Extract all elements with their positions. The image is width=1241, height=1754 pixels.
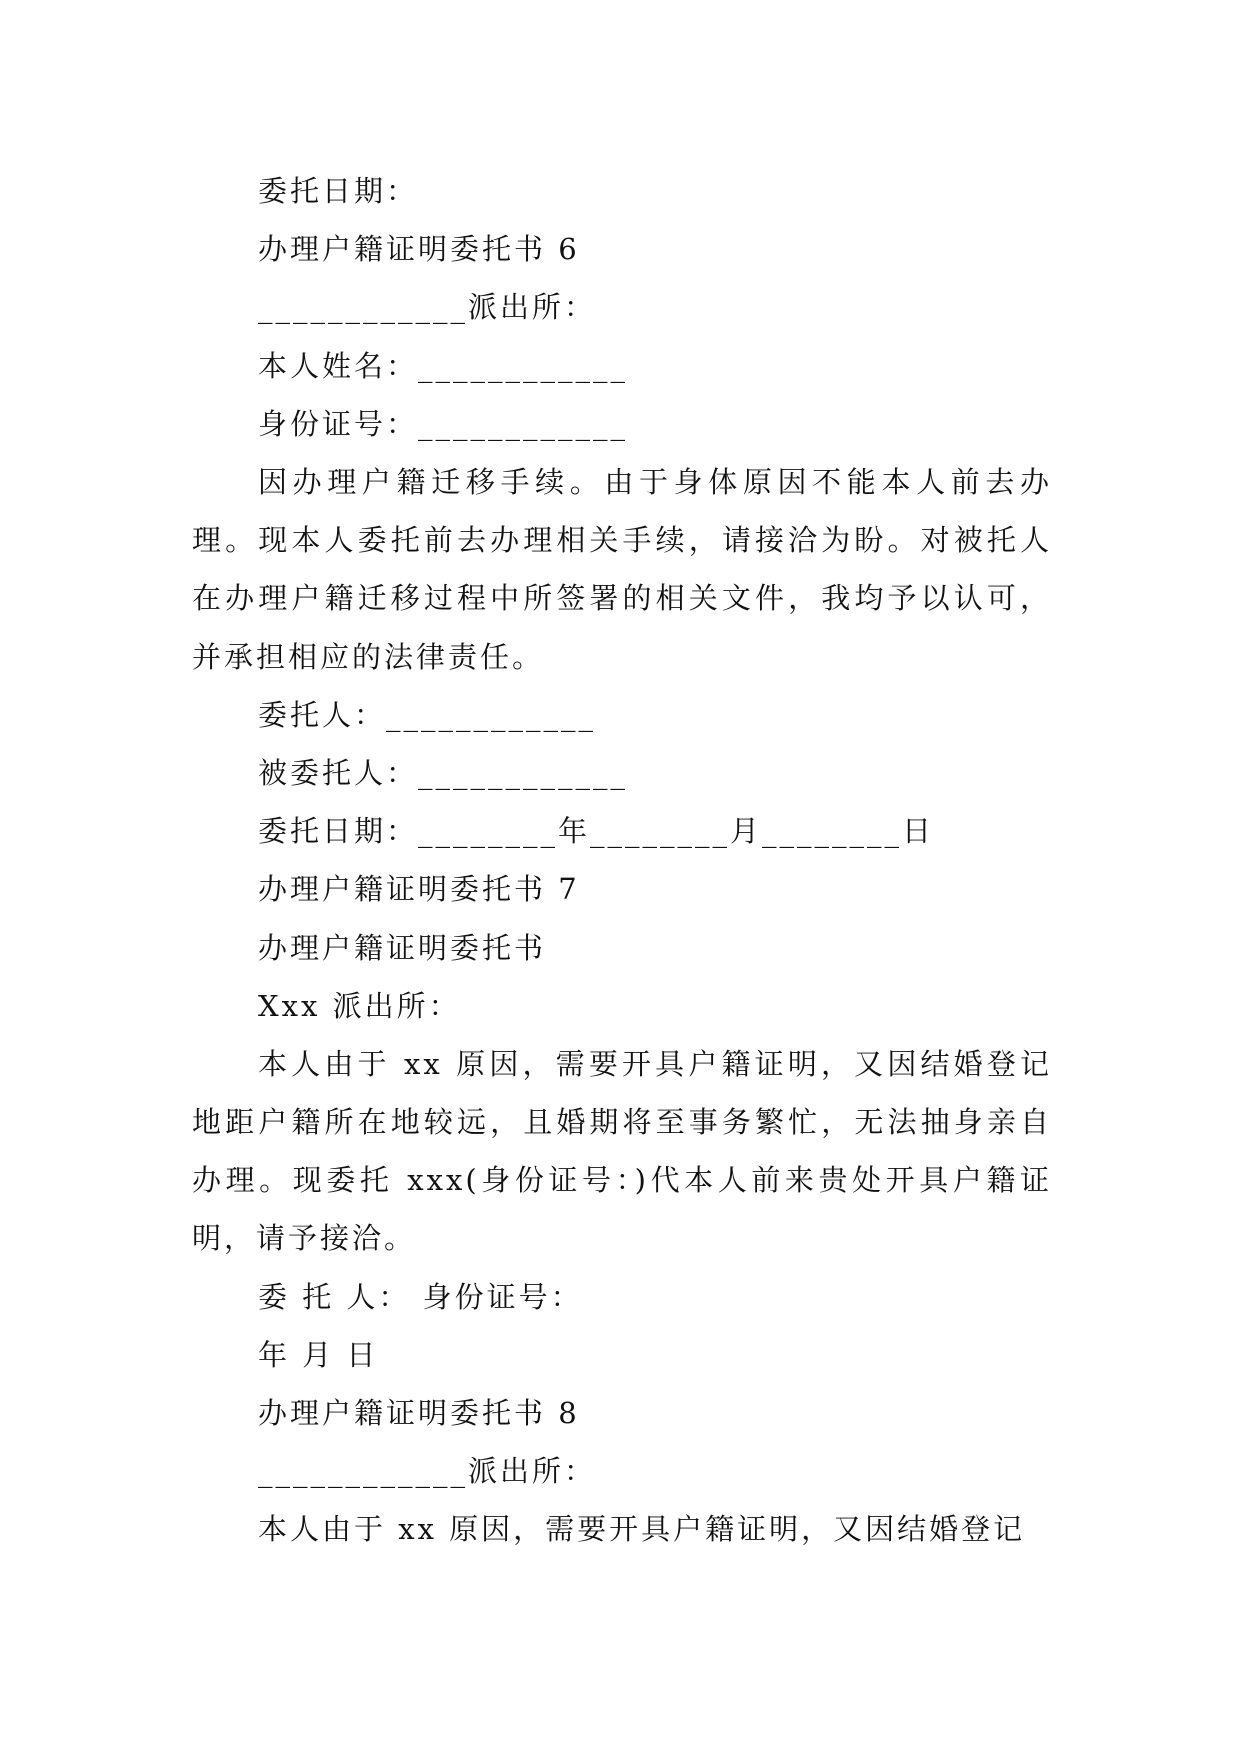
addressee-line: Xxx 派出所：	[258, 988, 461, 1023]
body-paragraph-3-start: 本人由于 xx 原因，需要开具户籍证明，又因结婚登记	[258, 1512, 1026, 1547]
entrust-date-full-line: 委托日期：________年________月________日	[258, 814, 935, 849]
id-number-line: 身份证号：____________	[258, 406, 629, 441]
section-title-8: 办理户籍证明委托书 8	[258, 1396, 580, 1431]
letter-title: 办理户籍证明委托书	[258, 930, 547, 965]
police-station-line: ____________派出所：	[258, 290, 597, 325]
signature-line: 委 托 人： 身份证号：	[258, 1279, 583, 1314]
principal-line: 委托人：____________	[258, 697, 597, 732]
body-paragraph-1: 因办理户籍迁移手续。由于身体原因不能本人前去办理。现本人委托前去办理相关手续，请接洽为盼。对被托人在办理户籍迁移过程中所签署的相关文件，我均予以认可，并承担相应的法律责任。	[192, 464, 1052, 674]
document-body	[192, 162, 1052, 1559]
date-line: 年 月 日	[258, 1337, 379, 1372]
body-paragraph-2: 本人由于 xx 原因，需要开具户籍证明，又因结婚登记地距户籍所在地较远，且婚期将至事务繁忙，无法抽身亲自办理。现委托 xxx(身份证号：)代本人前来贵处开具户籍证明，请予接洽。	[192, 1046, 1052, 1256]
agent-line: 被委托人：____________	[258, 755, 629, 790]
police-station-line-2: ____________派出所：	[258, 1454, 597, 1489]
section-title-6: 办理户籍证明委托书 6	[258, 232, 580, 267]
section-title-7: 办理户籍证明委托书 7	[258, 872, 580, 907]
name-line: 本人姓名：____________	[258, 348, 629, 383]
entrust-date-line: 委托日期：	[258, 174, 419, 208]
